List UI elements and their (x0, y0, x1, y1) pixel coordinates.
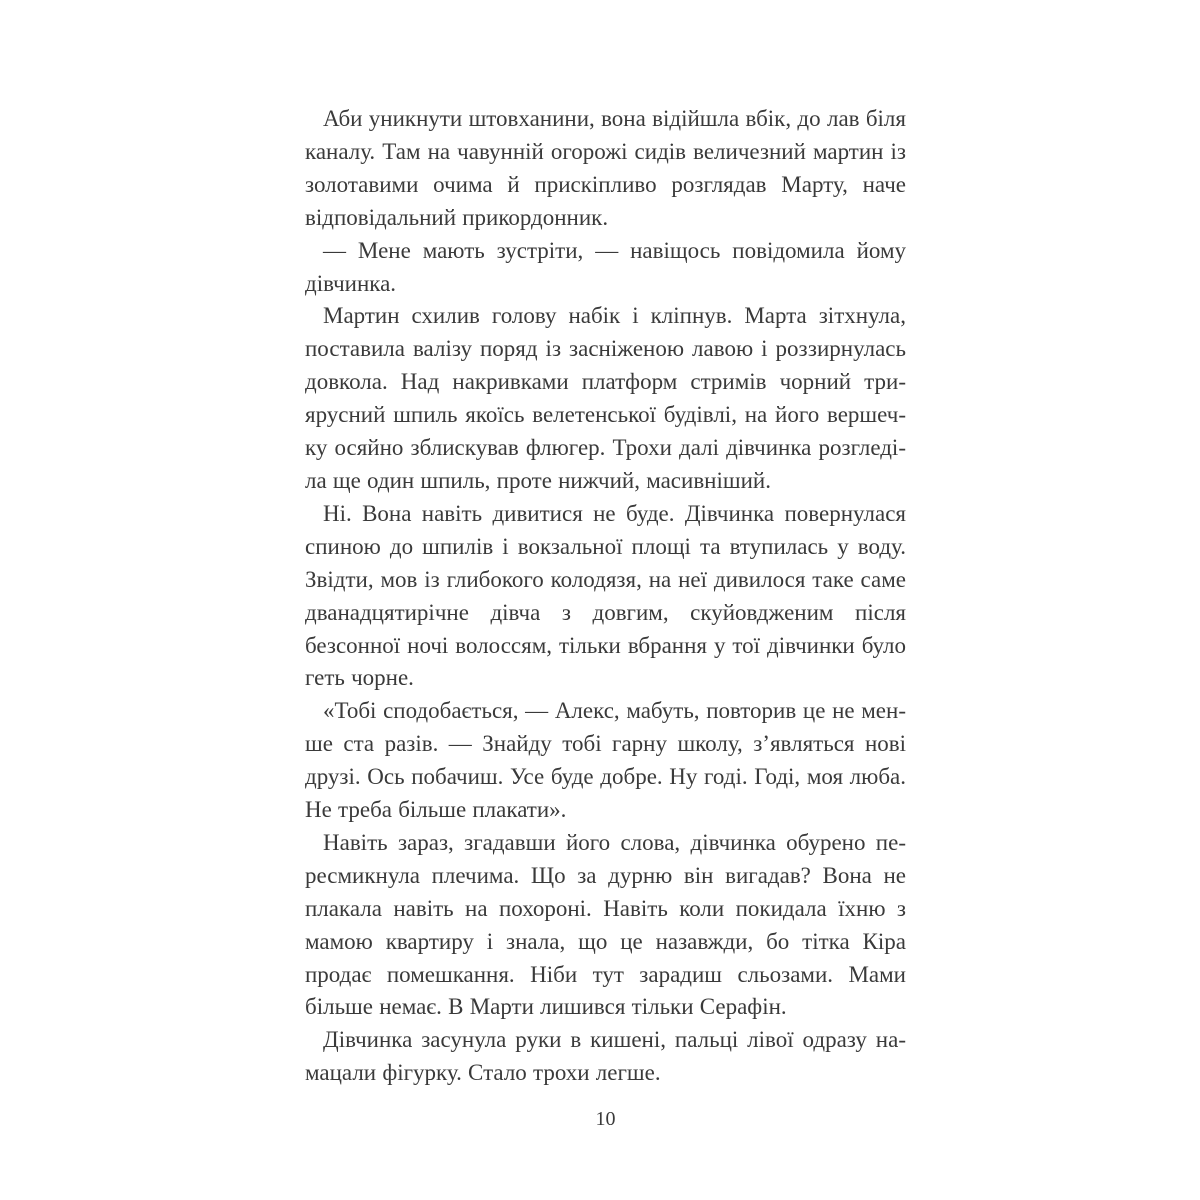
paragraph-5-quote: «Тобі сподобається, — Алекс, мабуть, повторив це не менше ста разів. — Знайду тобі гарну школу, з’являться нові друзі. Ось побачиш. Усе буде добре. Ну годі. Годі, моя люба. Не треба більше плакати». (305, 698, 906, 823)
page-text-block (305, 103, 906, 1090)
paragraph-4: Ні. Вона навіть дивитися не буде. Дівчинка повернулася спиною до шпилів і вокзальної площі та втупилась у воду. Звідти, мов із глибокого колодязя, на неї дивилося таке саме дванадцятирічне дівча з довгим, скуйовдженим після безсонної ночі волоссям, тільки вбрання у тої дівчинки було геть чорне. (305, 500, 906, 691)
paragraph-2-dialogue: — Мене мають зустріти, — навіщось повідомила йому дівчинка. (305, 237, 906, 296)
paragraph-7: Дівчинка засунула руки в кишені, пальці лівої одразу намацали фігурку. Стало трохи легше. (305, 1027, 906, 1086)
paragraph-6: Навіть зараз, згадавши його слова, дівчинка обурено пересмикнула плечима. Що за дурню він вигадав? Вона не плакала навіть на похороні. Навіть коли покидала їхню з мамою квартиру і знала, що це назавжди, бо тітка Кіра продає помешкання. Ніби тут зарадиш сльозами. Мами більше немає. В Марти лишився тільки Серафін. (305, 829, 906, 1020)
page-number: 10 (595, 1108, 616, 1130)
paragraph-1: Аби уникнути штовханини, вона відійшла вбік, до лав біля каналу. Там на чавунній огорожі сидів величезний мартин із золотавими очима й прискіпливо розглядав Марту, наче відповідальний прикордонник. (305, 106, 906, 230)
paragraph-3: Мартин схилив голову набік і кліпнув. Марта зітхнула, поставила валізу поряд із засніженою лавою і роззирнулась довкола. Над накривками платформ стримів чорний триярусний шпиль якоїсь велетенської будівлі, на його вершечку осяйно зблискував флюгер. Трохи далі дівчинка розгледіла ще один шпиль, проте нижчий, масивніший. (305, 303, 906, 493)
